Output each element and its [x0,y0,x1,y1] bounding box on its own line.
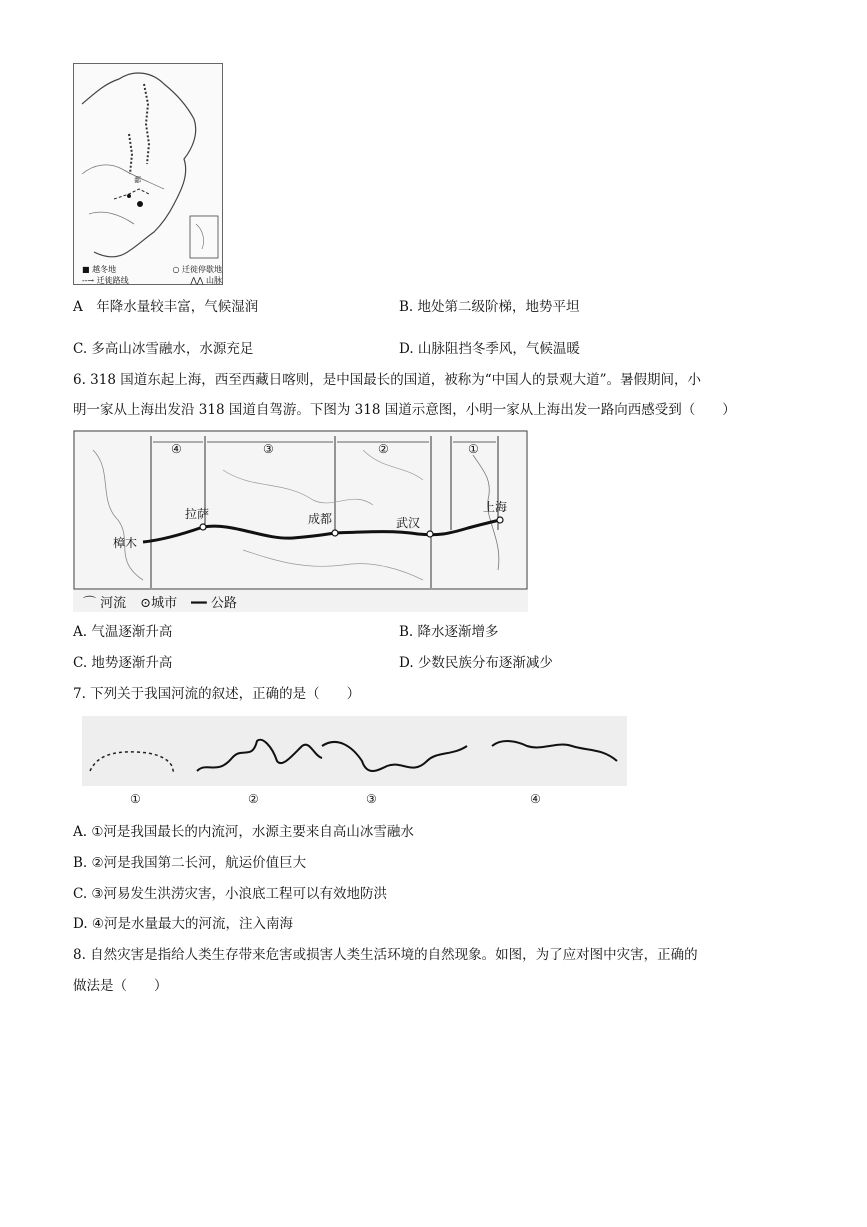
q7-rivers-figure [82,716,627,786]
river-label-1: ① [130,792,141,806]
river-icon: ⌒ [83,596,97,611]
q7-option-b[interactable]: B. ②河是我国第二长河，航运价值巨大 [73,855,307,871]
legend-stopover: 迁徙停歇地 [182,265,222,274]
q6-stem-line2: 明一家从上海出发沿 318 国道自驾游。下图为 318 国道示意图，小明一家从上海出发一路向西感受到（ ） [73,402,736,418]
legend-winter-ground: 越冬地 [92,265,117,274]
city-shanghai: 上海 [483,500,508,514]
q6-stem-line1: 6. 318 国道东起上海，西至西藏日喀则，是中国最长的国道，被称为“中国人的景观大道”。暑假期间，小 [73,372,702,388]
q8-stem-line1: 8. 自然灾害是指给人类生存带来危害或损害人类生活环境的自然现象。如图，为了应对图中灾害，正确的 [73,947,698,963]
legend-mountain: 山脉 [206,276,222,285]
q8-stem-line2: 做法是（ ） [73,978,168,994]
svg-text:鄱: 鄱 [134,176,141,184]
q6-option-c[interactable]: C. 地势逐渐升高 [73,655,173,671]
q5-option-a[interactable]: A 年降水量较丰富，气候湿润 [73,299,259,315]
zone-label-3: ③ [263,442,274,456]
q7-stem: 7. 下列关于我国河流的叙述，正确的是（ ） [73,686,361,702]
q5-option-c[interactable]: C. 多高山冰雪融水，水源充足 [73,341,254,357]
zone-label-1: ① [468,442,479,456]
zone-label-2: ② [378,442,389,456]
city-lhasa: 拉萨 [185,507,210,521]
city-wuhan: 武汉 [396,516,421,530]
q5-option-d[interactable]: D. 山脉阻挡冬季风，气候温暖 [399,341,580,357]
river-label-3: ③ [366,792,377,806]
q7-option-c[interactable]: C. ③河易发生洪涝灾害，小浪底工程可以有效地防洪 [73,886,388,902]
river-label-2: ② [248,792,259,806]
city-icon: ⊙ [140,596,152,611]
q6-map-legend: ⌒ 河流 ⊙城市 ━━ 公路 [83,596,237,611]
q7-option-a[interactable]: A. ①河是我国最长的内流河，水源主要来自高山冰雪融水 [73,824,414,840]
zone-label-4: ④ [171,442,182,456]
city-chengdu: 成都 [308,512,333,526]
q5-map-legend: ■ 越冬地 ○ 迁徙停歇地 --→ 迁徙路线 ⋀⋀ 山脉 [82,265,222,285]
city-zhangmu: 樟木 [113,536,138,550]
q5-option-b[interactable]: B. 地处第二级阶梯，地势平坦 [399,299,580,315]
road-icon: ━━ [191,596,207,611]
q6-option-a[interactable]: A. 气温逐渐升高 [73,624,173,640]
q7-option-d[interactable]: D. ④河是水量最大的河流，注入南海 [73,916,294,932]
q6-option-d[interactable]: D. 少数民族分布逐渐减少 [399,655,553,671]
river-label-4: ④ [530,792,541,806]
legend-route: 迁徙路线 [96,276,129,285]
q6-route-map [73,430,528,612]
q6-option-b[interactable]: B. 降水逐渐增多 [399,624,499,640]
q5-migration-map [73,63,223,285]
